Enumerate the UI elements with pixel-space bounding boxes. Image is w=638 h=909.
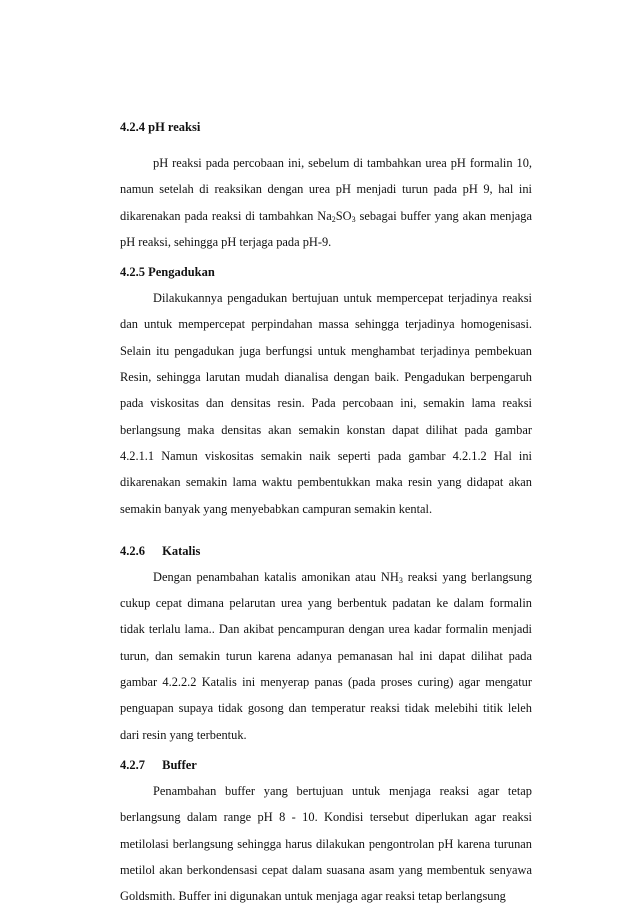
document-body [120,118,532,909]
paragraph-text: sebagai buffer yang akan menjaga pH reaksi, sehingga pH terjaga pada pH-9. [120,208,532,249]
section-ph-reaksi [120,118,532,255]
section-title: Katalis [162,543,201,558]
paragraph-text: Dengan penambahan katalis amonikan atau NH [153,569,399,584]
section-paragraph: Dilakukannya pengadukan bertujuan untuk mempercepat terjadinya reaksi dan untuk mempercepat perpindahan massa sehingga terjadinya homogenisasi. Selain itu pengadukan juga berfungsi untuk menghambat terjadinya pembekuan Resin, sehingga larutan mudah dianalisa dengan baik. Pengadukan berpengaruh pada viskositas dan densitas resin. Pada percobaan ini, semakin lama reaksi berlangsung maka densitas akan semakin konstan dapat dilihat pada gambar 4.2.1.1 Namun viskositas semakin naik seperti pada gambar 4.2.1.2 Hal ini dikarenakan semakin lama waktu pembentukkan maka resin yang didapat akan semakin banyak yang menyebabkan campuran semakin kental. [120,291,532,516]
section-paragraph [120,150,532,255]
section-katalis [120,542,532,748]
section-title: pH reaksi [148,120,201,134]
section-heading [120,756,532,774]
section-number: 4.2.5 [120,265,145,280]
subscript: 3 [398,575,403,585]
subscript: 3 [351,214,356,224]
section-number: 4.2.4 [120,120,145,134]
section-pengadukan [120,263,532,522]
section-title: Pengadukan [148,265,215,280]
section-buffer [120,756,532,909]
subscript: 2 [331,214,336,224]
section-number: 4.2.6 [120,543,145,558]
section-paragraph: Penambahan buffer yang bertujuan untuk menjaga reaksi agar tetap berlangsung dalam range pH 8 - 10. Kondisi tersebut diperlukan agar reaksi metilolasi berlangsung sehingga harus dilakukan pengontrolan pH karena turunan metilol akan berkondensasi cepat dalam suasana asam yang membentuk senyawa Goldsmith. Buffer ini digunakan untuk menjaga agar reaksi tetap berlangsung [120,783,532,904]
section-heading [120,542,532,560]
section-heading [120,118,532,136]
section-paragraph [120,564,532,748]
paragraph-text: pH reaksi pada percobaan ini, sebelum di tambahkan urea pH formalin 10, namun setelah di reaksikan dengan urea pH menjadi turun pada pH 9, hal ini dikarenakan pada reaksi di tambahkan Na [120,156,532,223]
paragraph-text: reaksi yang berlangsung cukup cepat dimana pelarutan urea yang berbentuk padatan ke dalam formalin tidak terlalu lama.. Dan akibat pencampuran dengan urea kadar formalin menjadi turun, dan semakin turun karena adanya pemanasan hal ini dapat dilihat pada gambar 4.2.2.2 Katalis ini menyerap panas (pada proses curing) agar mengatur penguapan supaya tidak gosong dan temperatur reaksi tidak melebihi titik leleh dari resin yang terbentuk. [120,569,532,742]
section-title: Buffer [162,757,197,772]
paragraph-text: SO [335,208,352,223]
section-heading [120,263,532,281]
section-number: 4.2.7 [120,757,145,772]
